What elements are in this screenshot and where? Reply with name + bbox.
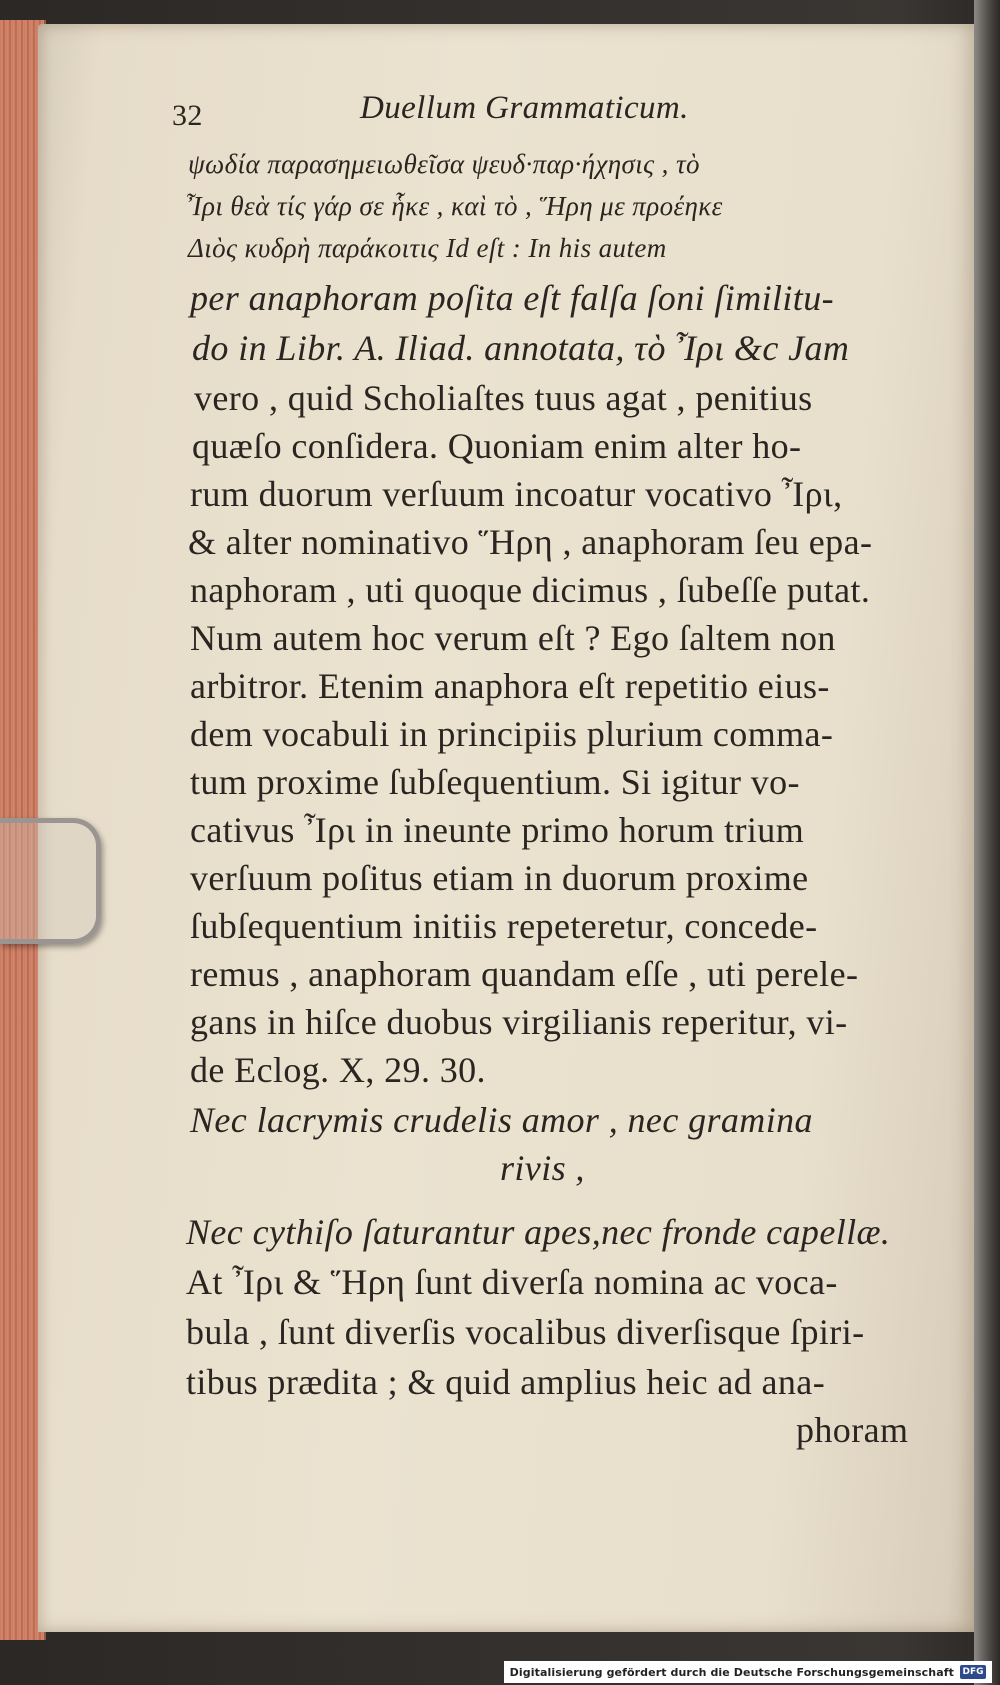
text-line: bula , ſunt diverſis vocalibus diverſisque ſpiri-	[186, 1312, 865, 1352]
text-line: quæſo conſidera. Quoniam enim alter ho-	[192, 426, 802, 466]
text-line: do in Libr. A. Iliad. annotata, τὸ Ἶρι &c Jam	[192, 328, 850, 368]
text-line: tibus prædita ; & quid amplius heic ad ana-	[186, 1362, 826, 1402]
text-line: remus , anaphoram quandam eſſe , uti perele-	[190, 954, 859, 994]
text-line: per anaphoram poſita eſt falſa ſoni ſimilitu-	[190, 278, 834, 318]
text-line: Num autem hoc verum eſt ? Ego ſaltem non	[190, 618, 836, 658]
text-line: Διὸς κυδρὴ παράκοιτις Id eſt : In his autem	[188, 233, 667, 263]
text-line: cativus Ἶρι in ineunte primo horum trium	[190, 810, 805, 850]
verse-line: rivis ,	[500, 1148, 585, 1188]
text-line: naphoram , uti quoque dicimus , ſubeſſe putat.	[190, 570, 871, 610]
text-line: & alter nominativo Ἥρη , anaphoram ſeu epa-	[188, 522, 873, 562]
text-line: de Eclog. X, 29. 30.	[190, 1050, 486, 1090]
text-line: arbitror. Etenim anaphora eſt repetitio eius-	[190, 666, 830, 706]
text-line: ſubſequentium initiis repeteretur, concede-	[190, 906, 818, 946]
text-line: Ἶρι θεὰ τίς γάρ σε ἧκε , καὶ τὸ , Ἥρη με προέηκε	[186, 191, 723, 221]
text-line: verſuum poſitus etiam in duorum proxime	[190, 858, 809, 898]
text-line: gans in hiſce duobus virgilianis reperitur, vi-	[190, 1002, 848, 1042]
verse-line: Nec cythiſo ſaturantur apes,nec fronde capellæ.	[186, 1212, 891, 1252]
page-number: 32	[172, 99, 203, 132]
dfg-logo-icon: DFG	[960, 1665, 986, 1679]
text-line: rum duorum verſuum incoatur vocativo Ἶρι,	[190, 474, 843, 514]
footer-credit: Digitalisierung gefördert durch die Deutsche Forschungsgemeinschaft	[509, 1665, 954, 1679]
text-line: At Ἶρι & Ἥρη ſunt diverſa nomina ac voca-	[186, 1262, 838, 1302]
digitization-footer	[504, 1661, 992, 1683]
running-head: Duellum Grammaticum.	[360, 90, 689, 126]
text-line: dem vocabuli in principiis plurium comma-	[190, 714, 834, 754]
catchword: phoram	[796, 1410, 909, 1450]
text-line: ψωδία παρασημειωθεῖσα ψευδ·παρ·ήχησις , τὸ	[188, 149, 700, 179]
text-line: vero , quid Scholiaſtes tuus agat , penitius	[194, 378, 813, 418]
text-line: tum proxime ſubſequentium. Si igitur vo-	[190, 762, 800, 802]
verse-line: Nec lacrymis crudelis amor , nec gramina	[190, 1100, 813, 1140]
